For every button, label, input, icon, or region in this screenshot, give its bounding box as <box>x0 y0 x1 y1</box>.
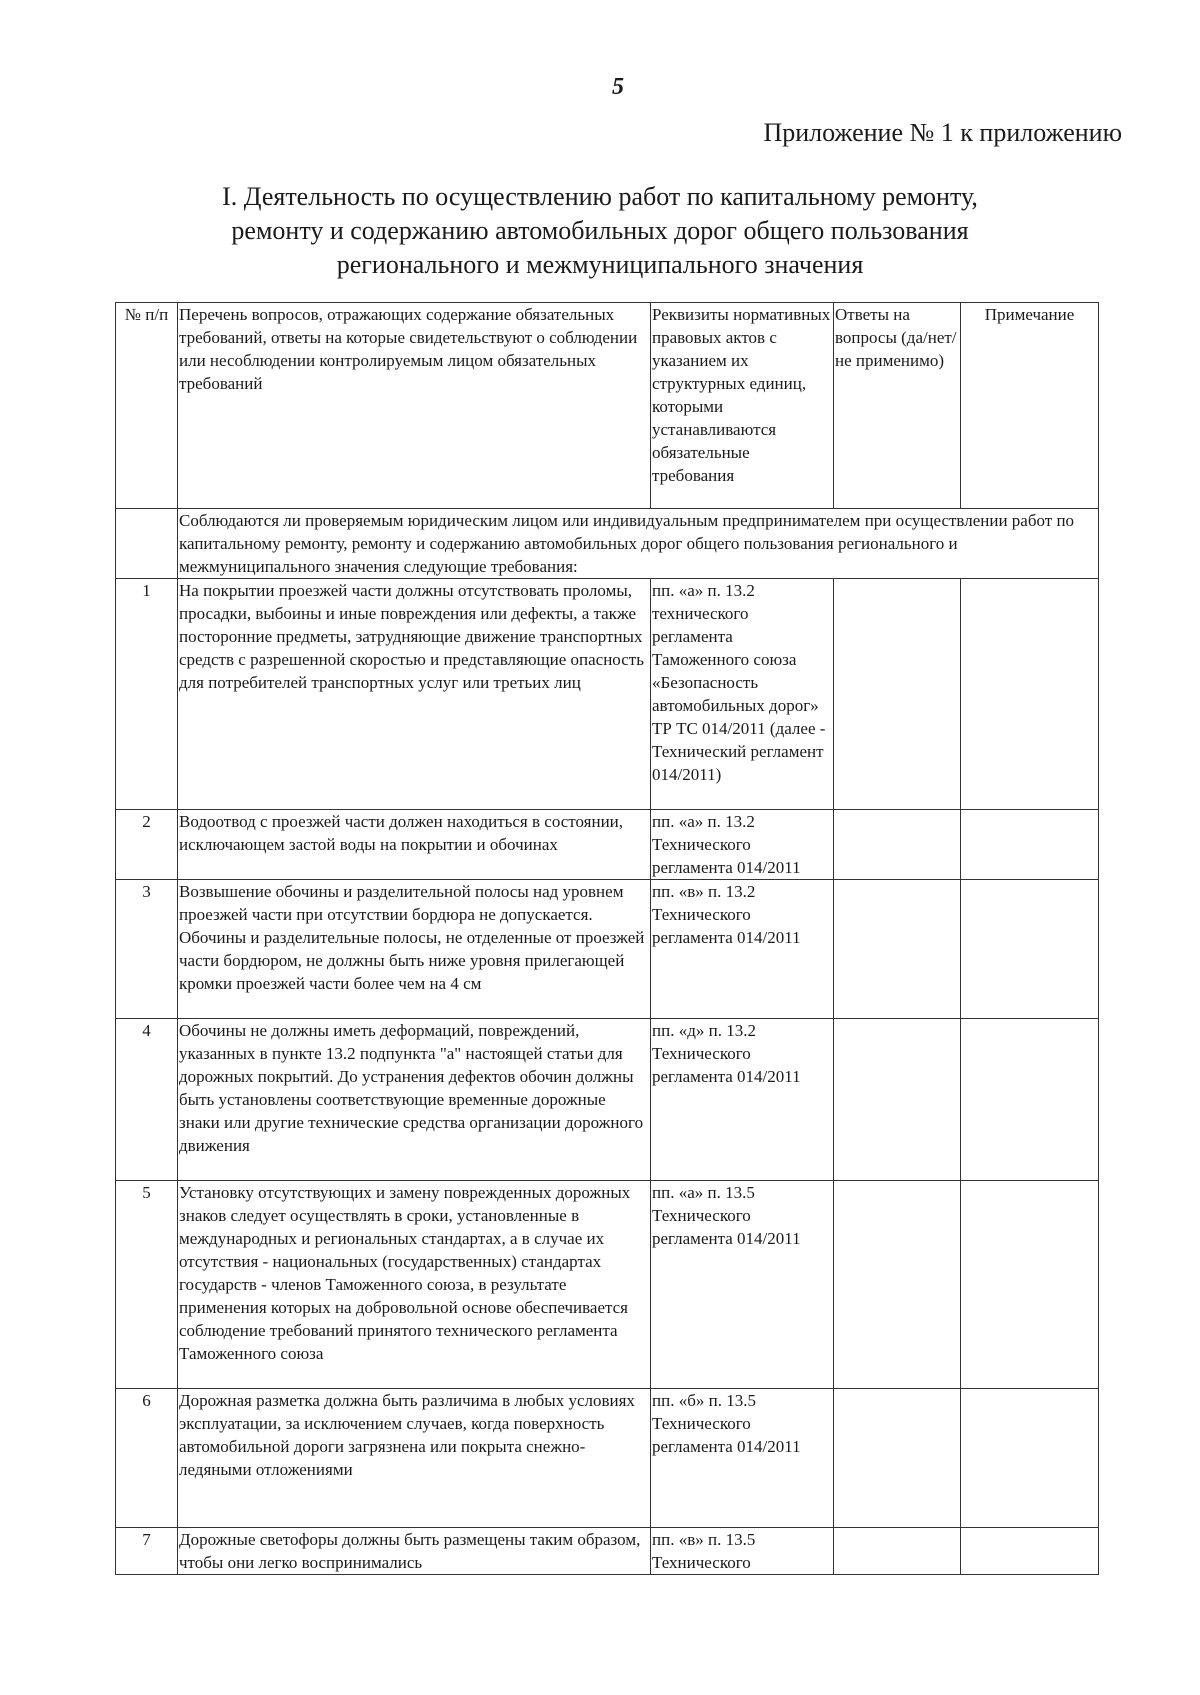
header-question: Перечень вопросов, отражающих содержание обязательных требований, ответы на которые свидетельствуют о соблюдении или несоблюдении контролируемым лицом обязательных требований <box>178 303 651 509</box>
row-requisites: пп. «а» п. 13.2 технического регламента Таможенного союза «Безопасность автомобильных дорог» ТР ТС 014/2011 (далее - Технический регламент 014/2011) <box>651 579 834 810</box>
row-question: Возвышение обочины и разделительной полосы над уровнем проезжей части при отсутствии бордюра не допускается. Обочины и разделительные полосы, не отделенные от проезжей части бордюром, не должны быть ниже уровня прилегающей кромки проезжей части более чем на 4 см <box>178 880 651 1019</box>
row-note-cell[interactable] <box>961 880 1099 1019</box>
table-row <box>116 1181 1099 1389</box>
intro-text: Соблюдаются ли проверяемым юридическим лицом или индивидуальным предпринимателем при осуществлении работ по капитальному ремонту, ремонту и содержанию автомобильных дорог общего пользования регионального и межмуниципального значения следующие требования: <box>178 509 1099 579</box>
row-note-cell[interactable] <box>961 1019 1099 1181</box>
header-requisites: Реквизиты нормативных правовых актов с указанием их структурных единиц, которыми устанавливаются обязательные требования <box>651 303 834 509</box>
table-row <box>116 579 1099 810</box>
row-requisites: пп. «а» п. 13.5 Технического регламента 014/2011 <box>651 1181 834 1389</box>
row-num: 7 <box>116 1528 178 1575</box>
row-answer-cell[interactable] <box>834 1389 961 1528</box>
intro-num-cell <box>116 509 178 579</box>
row-answer-cell[interactable] <box>834 880 961 1019</box>
table-row <box>116 1528 1099 1575</box>
table-header-row <box>116 303 1099 509</box>
document-title: I. Деятельность по осуществлению работ по капитальному ремонту, ремонту и содержанию автомобильных дорог общего пользования регионального и межмуниципального значения <box>222 182 978 279</box>
row-answer-cell[interactable] <box>834 1528 961 1575</box>
row-question: На покрытии проезжей части должны отсутствовать проломы, просадки, выбоины и иные повреждения или дефекты, а также посторонние предметы, затрудняющие движение транспортных средств с разрешенной скоростью и представляющие опасность для потребителей транспортных услуг или третьих лиц <box>178 579 651 810</box>
table-row <box>116 1389 1099 1528</box>
row-requisites: пп. «а» п. 13.2 Технического регламента 014/2011 <box>651 810 834 880</box>
row-num: 4 <box>116 1019 178 1181</box>
row-question: Дорожные светофоры должны быть размещены таким образом, чтобы они легко воспринимались <box>178 1528 651 1575</box>
row-question: Обочины не должны иметь деформаций, повреждений, указанных в пункте 13.2 подпункта "а" настоящей статьи для дорожных покрытий. До устранения дефектов обочин должны быть установлены соответствующие временные дорожные знаки или другие технические средства организации дорожного движения <box>178 1019 651 1181</box>
row-question: Водоотвод с проезжей части должен находиться в состоянии, исключающем застой воды на покрытии и обочинах <box>178 810 651 880</box>
row-note-cell[interactable] <box>961 1528 1099 1575</box>
row-note-cell[interactable] <box>961 810 1099 880</box>
row-note-cell[interactable] <box>961 579 1099 810</box>
row-note-cell[interactable] <box>961 1181 1099 1389</box>
row-requisites: пп. «д» п. 13.2 Технического регламента 014/2011 <box>651 1019 834 1181</box>
header-note: Примечание <box>961 303 1099 509</box>
table-row <box>116 810 1099 880</box>
page-number: 5 <box>612 74 624 100</box>
row-note-cell[interactable] <box>961 1389 1099 1528</box>
header-answers: Ответы на вопросы (да/нет/не применимо) <box>834 303 961 509</box>
row-requisites: пп. «в» п. 13.5 Технического <box>651 1528 834 1575</box>
row-answer-cell[interactable] <box>834 579 961 810</box>
table-row <box>116 880 1099 1019</box>
intro-row <box>116 509 1099 579</box>
row-num: 5 <box>116 1181 178 1389</box>
row-num: 1 <box>116 579 178 810</box>
row-num: 3 <box>116 880 178 1019</box>
row-answer-cell[interactable] <box>834 810 961 880</box>
row-answer-cell[interactable] <box>834 1181 961 1389</box>
appendix-label: Приложение № 1 к приложению <box>763 118 1122 147</box>
row-answer-cell[interactable] <box>834 1019 961 1181</box>
row-requisites: пп. «б» п. 13.5 Технического регламента 014/2011 <box>651 1389 834 1528</box>
row-num: 6 <box>116 1389 178 1528</box>
row-num: 2 <box>116 810 178 880</box>
checklist-table <box>115 302 1099 1575</box>
row-question: Установку отсутствующих и замену поврежденных дорожных знаков следует осуществлять в сроки, установленные в международных и региональных стандартах, а в случае их отсутствия - национальных (государственных) стандартах государств - членов Таможенного союза, в результате применения которых на добровольной основе обеспечивается соблюдение требований принятого технического регламента Таможенного союза <box>178 1181 651 1389</box>
header-num: № п/п <box>116 303 178 509</box>
row-requisites: пп. «в» п. 13.2 Технического регламента 014/2011 <box>651 880 834 1019</box>
row-question: Дорожная разметка должна быть различима в любых условиях эксплуатации, за исключением случаев, когда поверхность автомобильной дороги загрязнена или покрыта снежно-ледяными отложениями <box>178 1389 651 1528</box>
table-row <box>116 1019 1099 1181</box>
